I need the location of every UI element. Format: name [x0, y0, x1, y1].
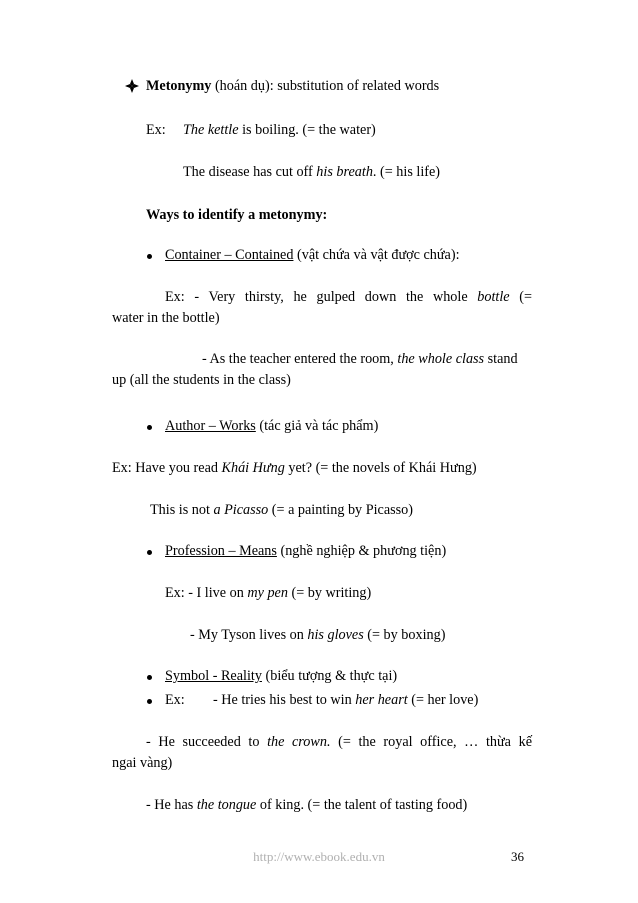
title-rest: (hoán dụ): substitution of related words — [211, 78, 440, 94]
example-italic: a Picasso — [213, 502, 269, 518]
example-line — [165, 288, 532, 306]
subheading — [146, 206, 327, 224]
category-note: (tác giả và tác phẩm) — [255, 418, 379, 434]
example-italic: the tongue — [196, 797, 257, 813]
category-title: Profession – Means — [165, 543, 277, 559]
example-text: - He has — [146, 797, 197, 813]
example-italic: the whole class — [397, 351, 485, 367]
example-text: stand — [484, 351, 518, 367]
example-italic: his gloves — [307, 627, 364, 643]
example-text: of king. (= the talent of tasting food) — [256, 797, 468, 813]
example-text: (= — [509, 289, 532, 305]
example-text: (= the royal office, … thừa kế — [330, 734, 532, 750]
example-line — [150, 501, 413, 519]
diamond-bullet-icon — [125, 79, 139, 93]
example-text: (= a painting by Picasso) — [268, 502, 413, 518]
example-text: yet? (= the novels of Khái Hưng) — [284, 460, 477, 476]
section-title — [146, 77, 439, 95]
example-text: Ex: - Very thirsty, he gulped down the whole — [165, 289, 478, 305]
example-text: - As the teacher entered the room, — [202, 351, 398, 367]
category-symbol — [165, 667, 397, 685]
example-text: (= her love) — [407, 692, 479, 708]
example-italic: my pen — [247, 585, 288, 601]
example-line: water in the bottle) — [112, 310, 220, 326]
example-line: up (all the students in the class) — [112, 372, 291, 388]
page-number: 36 — [511, 849, 524, 864]
example-line — [146, 733, 532, 751]
category-title: Container – Contained — [165, 247, 294, 263]
example-line — [112, 459, 477, 477]
category-profession — [165, 542, 446, 560]
example-line — [183, 163, 440, 181]
bullet-icon — [147, 254, 152, 259]
title-term: Metonymy — [146, 78, 212, 94]
example-line — [202, 350, 518, 368]
example-line — [213, 691, 478, 709]
example-italic: bottle — [477, 289, 510, 305]
subheading-text: Ways to identify a metonymy: — [146, 207, 328, 223]
example-text: (= by writing) — [287, 585, 372, 601]
bullet-icon — [147, 675, 152, 680]
category-author — [165, 417, 378, 435]
category-title: Author – Works — [165, 418, 256, 434]
category-container — [165, 246, 460, 264]
example-label: Ex: — [165, 692, 185, 708]
example-text: is boiling. (= the water) — [238, 122, 376, 138]
example-line — [146, 796, 467, 814]
example-italic: the crown. — [267, 734, 331, 750]
example-text: The disease has cut off — [183, 164, 317, 180]
example-line: ngai vàng) — [112, 755, 173, 771]
example-text: Ex: - I live on — [165, 585, 248, 601]
example-line — [183, 121, 376, 139]
example-line — [165, 584, 371, 602]
bullet-icon — [147, 425, 152, 430]
example-text: Ex: Have you read — [112, 460, 222, 476]
example-label: Ex: — [146, 122, 166, 138]
category-title: Symbol - Reality — [165, 668, 262, 684]
category-note: (nghề nghiệp & phương tiện) — [276, 543, 447, 559]
example-text: - My Tyson lives on — [190, 627, 308, 643]
example-line — [190, 626, 445, 644]
category-note: (vật chứa và vật được chứa): — [293, 247, 460, 263]
bullet-icon — [147, 550, 152, 555]
example-italic: his breath — [316, 164, 373, 180]
example-text: . (= his life) — [372, 164, 441, 180]
example-text: - He tries his best to win — [213, 692, 356, 708]
bullet-icon — [147, 699, 152, 704]
footer-url[interactable]: http://www.ebook.edu.vn — [253, 849, 385, 864]
example-italic: her heart — [355, 692, 408, 708]
example-italic: Khái Hưng — [221, 460, 285, 476]
example-text: - He succeeded to — [146, 734, 268, 750]
category-note: (biểu tượng & thực tại) — [261, 668, 398, 684]
example-text: This is not — [150, 502, 214, 518]
example-text: (= by boxing) — [363, 627, 446, 643]
example-italic: The kettle — [183, 122, 239, 138]
